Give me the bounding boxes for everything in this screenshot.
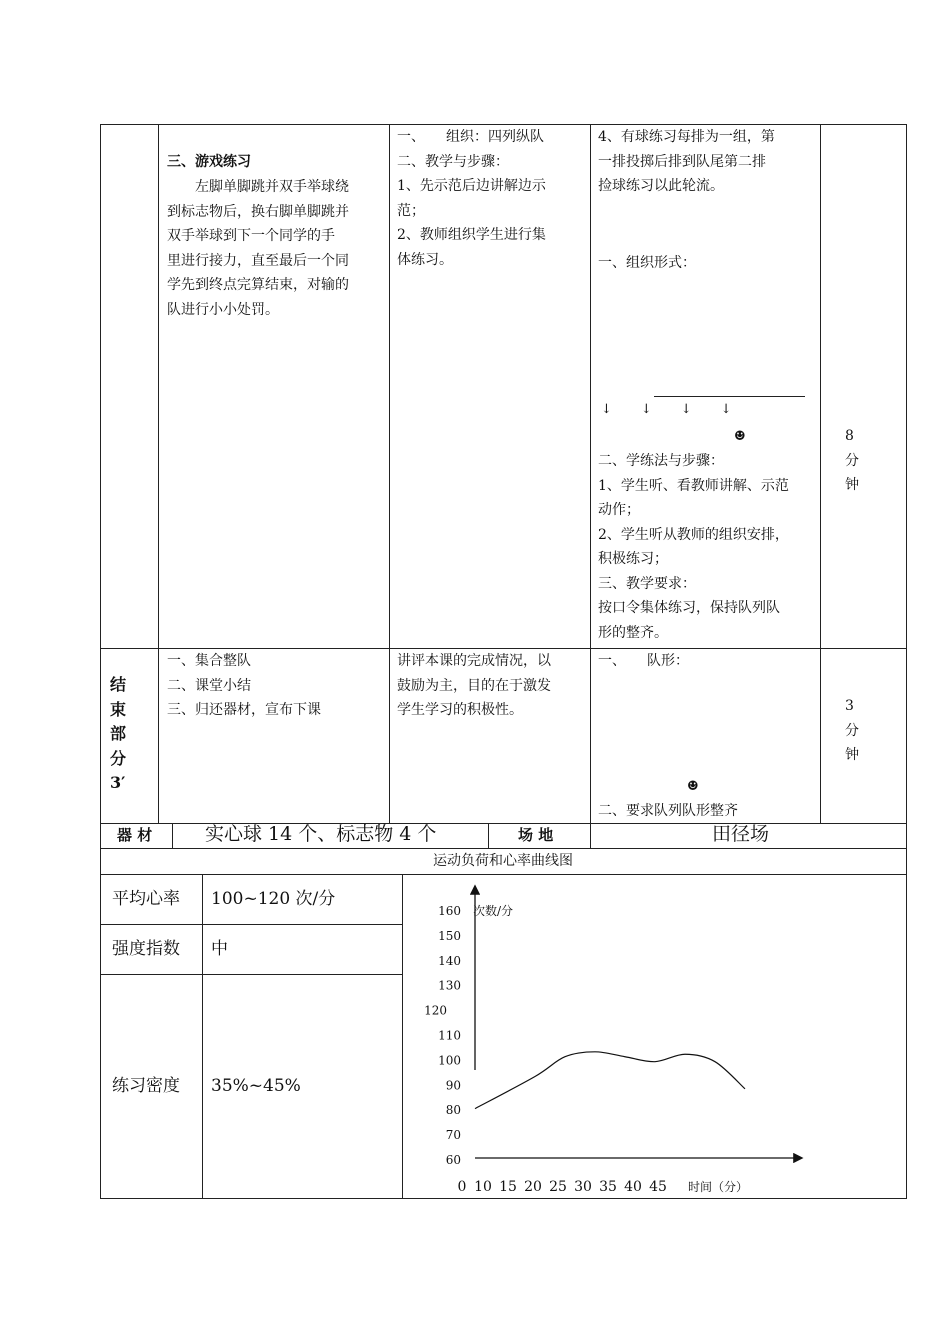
formation-row (598, 301, 818, 326)
game-title: 三、游戏练习 (167, 154, 251, 170)
end-content (167, 649, 385, 723)
formation-diagram (598, 276, 818, 399)
end-requirement: 二、要求队列队形整齐 (598, 803, 738, 819)
x-tick-label: 0 (457, 1179, 467, 1195)
avg-heart-rate-label: 平均心率 (112, 889, 180, 909)
time-line: 分 (845, 722, 859, 739)
student-line: 1、学生听、看教师讲解、示范 (598, 477, 789, 494)
y-tick-label: 120 (424, 1003, 447, 1018)
formation-row (598, 699, 818, 724)
teacher-line: 学生学习的积极性。 (397, 702, 523, 718)
time-line: 分 (845, 452, 859, 469)
student-line: 积极练习； (598, 551, 668, 567)
game-line: 到标志物后，换右脚单脚跳并 (167, 203, 349, 220)
teacher-line: 1、先示范后边讲解边示 (397, 178, 546, 194)
y-tick-label: 150 (438, 928, 461, 943)
venue-label: 场 地 (518, 826, 554, 844)
student-line: 一排投掷后排到队尾第二排 (598, 153, 766, 170)
game-student-activity-bottom (598, 449, 818, 645)
end-content-line: 三、归还器材，宣布下课 (167, 702, 321, 718)
student-line: 形的整齐。 (598, 624, 668, 641)
part-label-char: 结 (110, 675, 127, 694)
heart-rate-chart (403, 875, 905, 1198)
end-teacher-activity (397, 649, 587, 723)
formation-row (598, 276, 818, 301)
x-tick-label: 35 (599, 1179, 617, 1195)
y-tick-label: 90 (445, 1078, 461, 1093)
teacher-position-icon: ☻ (687, 779, 699, 794)
x-tick-label: 45 (649, 1179, 667, 1195)
time-line: 钟 (845, 477, 859, 493)
part-label-char: 部 (110, 724, 127, 743)
student-line: 三、教学要求： (598, 575, 696, 592)
teacher-line: 范； (397, 202, 425, 219)
game-description (167, 175, 385, 322)
x-axis-label: 时间（分） (688, 1180, 749, 1194)
end-content-line: 二、课堂小结 (167, 677, 251, 694)
time-line: 8 (845, 428, 854, 444)
density-value: 35%~45% (211, 1076, 301, 1096)
direction-arrows: ↓ ↓ ↓ ↓ (601, 402, 733, 417)
student-line: 4、有球练习每排为一组，第 (598, 129, 775, 145)
organization-label: 一、组织形式： (598, 255, 696, 271)
x-tick-label: 15 (499, 1179, 517, 1195)
x-tick-label: 20 (524, 1179, 542, 1195)
teacher-line: 鼓励为主，目的在于激发 (397, 677, 551, 694)
game-teacher-activity (397, 125, 587, 272)
game-time (845, 424, 875, 498)
game-line: 双手举球到下一个同学的手 (167, 228, 335, 244)
x-tick-label: 40 (624, 1179, 642, 1195)
part-label-char: 束 (110, 699, 127, 719)
x-tick-label: 10 (474, 1179, 492, 1195)
x-tick-label: 25 (549, 1179, 567, 1195)
end-formation-diagram (598, 674, 818, 772)
game-line: 里进行接力，直至最后一个同 (167, 252, 349, 269)
teacher-line: 2、教师组织学生进行集 (397, 227, 546, 243)
formation-row (598, 748, 818, 773)
avg-heart-rate-value: 100~120 次/分 (211, 889, 336, 909)
y-tick-label: 80 (445, 1103, 461, 1118)
y-axis-label: 次数/分 (473, 904, 514, 918)
y-tick-label: 100 (438, 1053, 461, 1068)
y-tick-label: 70 (445, 1128, 461, 1143)
y-tick-label: 60 (445, 1153, 461, 1167)
teacher-line: 讲评本课的完成情况，以 (397, 653, 551, 669)
teacher-line: 一、 组织：四列纵队 (397, 129, 544, 145)
formation-row (598, 325, 818, 350)
student-line: 按口令集体练习，保持队列队 (598, 600, 780, 616)
intensity-label: 强度指数 (112, 939, 180, 959)
formation-row (598, 674, 818, 699)
x-tick-label: 30 (574, 1179, 592, 1195)
y-tick-label: 130 (438, 978, 461, 993)
part-label-char: 分 (110, 748, 127, 768)
teacher-position-icon: ☻ (734, 429, 746, 444)
student-line: 动作； (598, 502, 640, 518)
equipment-value: 实心球 14 个、标志物 4 个 (205, 823, 437, 845)
heart-rate-series-line (475, 1052, 745, 1109)
time-line: 3 (845, 698, 854, 714)
equipment-label: 器 材 (117, 826, 153, 844)
student-line: 捡球练习以此轮流。 (598, 178, 724, 194)
game-line: 左脚单脚跳并双手举球绕 (195, 179, 349, 195)
end-formation-label: 一、 队形： (598, 653, 689, 669)
intensity-value: 中 (211, 939, 228, 959)
formation-row (598, 723, 818, 748)
game-line: 学先到终点完算结束，对输的 (167, 277, 349, 293)
end-time (845, 694, 875, 768)
teacher-line: 体练习。 (397, 251, 453, 268)
y-tick-label: 110 (438, 1028, 461, 1043)
venue-value: 田径场 (712, 823, 770, 845)
end-content-line: 一、集合整队 (167, 653, 251, 669)
y-tick-label: 160 (438, 904, 461, 918)
finish-line (654, 396, 805, 397)
part-label-char: 3′ (110, 773, 126, 792)
load-section-title: 运动负荷和心率曲线图 (433, 853, 573, 869)
formation-row (598, 350, 818, 375)
game-student-activity-top (598, 125, 818, 199)
end-part-label (110, 673, 140, 796)
density-label: 练习密度 (112, 1076, 180, 1096)
y-tick-label: 140 (438, 953, 461, 968)
teacher-line: 二、教学与步骤： (397, 153, 509, 170)
formation-row (598, 374, 818, 399)
student-line: 二、学练法与步骤： (598, 453, 724, 469)
time-line: 钟 (845, 747, 859, 763)
game-line: 队进行小小处罚。 (167, 301, 279, 318)
student-line: 2、学生听从教师的组织安排， (598, 526, 789, 543)
